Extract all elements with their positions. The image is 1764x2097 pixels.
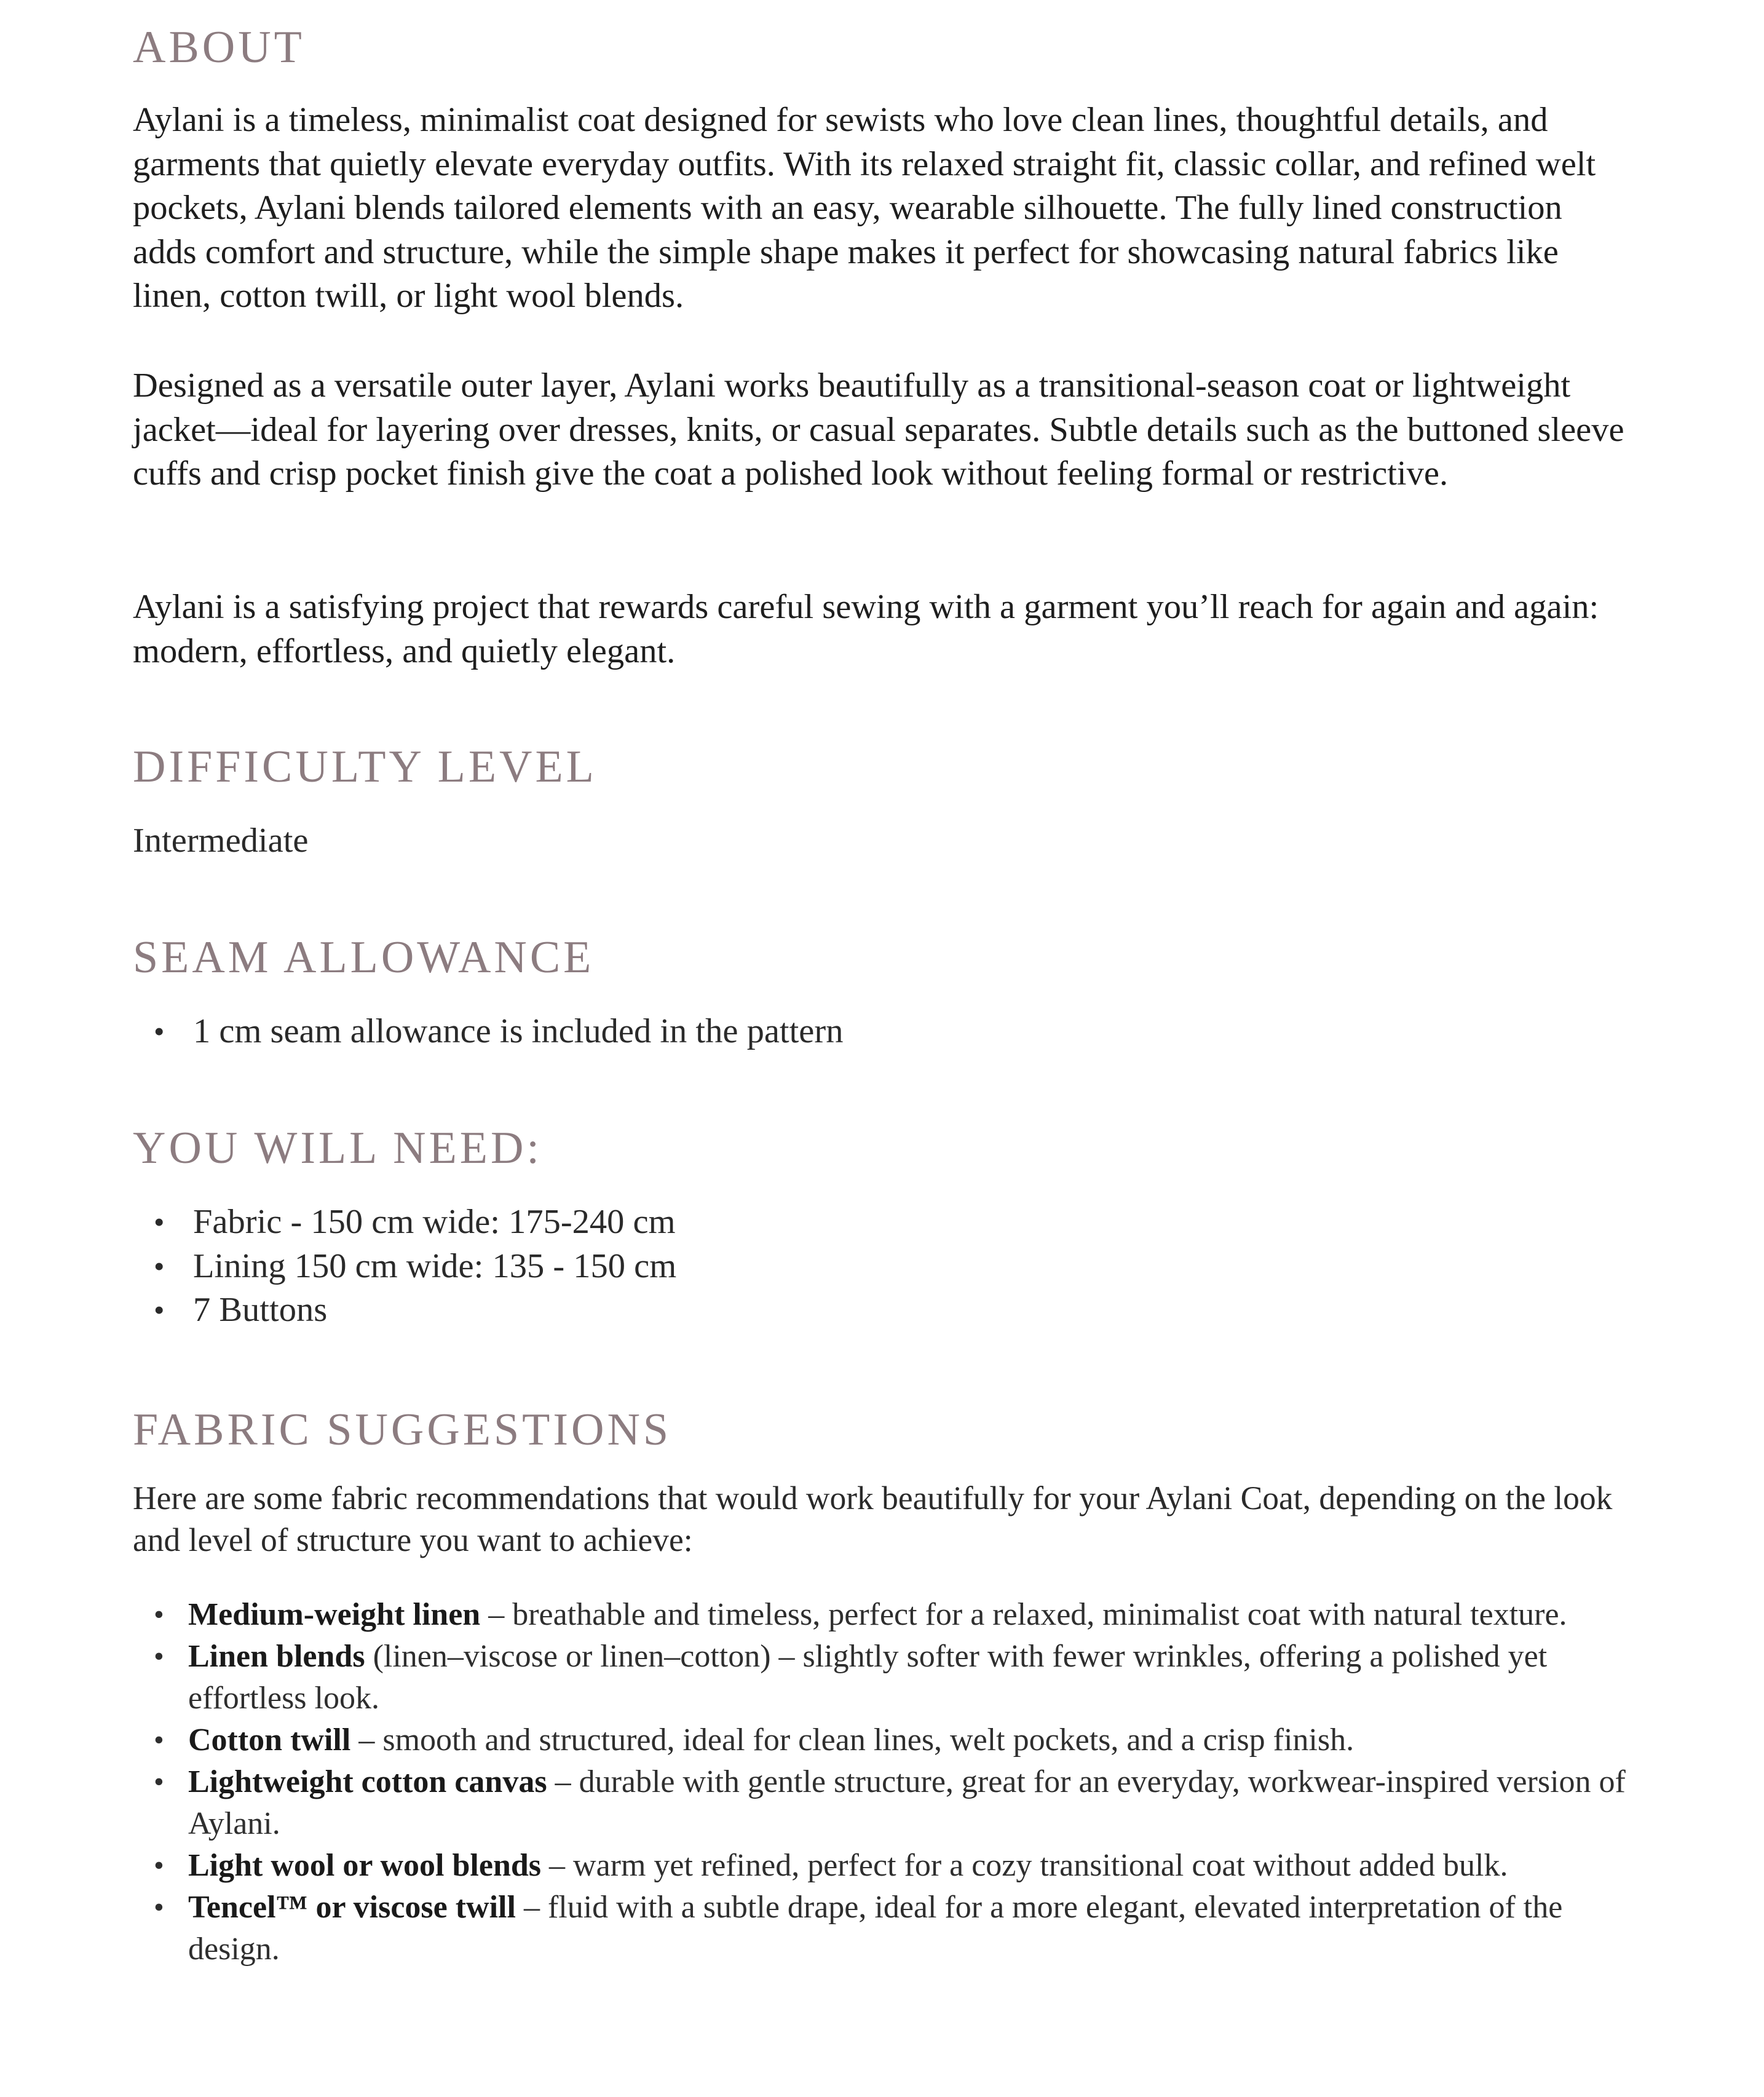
difficulty-heading: DIFFICULTY LEVEL	[133, 742, 597, 792]
about-heading: ABOUT	[133, 22, 305, 73]
list-item	[133, 1761, 1633, 1845]
list-item-text: 1 cm seam allowance is included in the pattern	[193, 1012, 844, 1050]
fabric-description: – breathable and timeless, perfect for a relaxed, minimalist coat with natural texture.	[480, 1597, 1567, 1632]
bullet-icon: •	[154, 1766, 164, 1798]
fabric-name: Tencel™ or viscose twill	[188, 1890, 516, 1925]
fabric-description: – fluid with a subtle drape, ideal for a more elegant, elevated interpretation of the design.	[188, 1890, 1563, 1967]
fabric-name: Light wool or wool blends	[188, 1848, 542, 1883]
fabric-name: Lightweight cotton canvas	[188, 1764, 547, 1799]
list-item-text: Fabric - 150 cm wide: 175-240 cm	[193, 1203, 676, 1241]
list-item	[133, 1719, 1633, 1761]
fabric-name: Linen blends	[188, 1639, 365, 1674]
list-item	[133, 1845, 1633, 1887]
seam-allowance-list	[133, 1010, 843, 1054]
bullet-icon: •	[154, 1205, 165, 1239]
bullet-icon: •	[154, 1891, 164, 1924]
list-item	[133, 1010, 843, 1054]
bullet-icon: •	[154, 1640, 164, 1673]
you-will-need-heading: YOU WILL NEED:	[133, 1123, 542, 1173]
fabric-suggestions-intro: Here are some fabric recommendations that would work beautifully for your Aylani Coat, depending on the look and level of structure you want to achieve:	[133, 1480, 1613, 1558]
fabric-name: Medium-weight linen	[188, 1597, 481, 1632]
fabric-description: (linen–viscose or linen–cotton) – slightly softer with fewer wrinkles, offering a polished yet effortless look.	[188, 1639, 1548, 1716]
seam-allowance-heading: SEAM ALLOWANCE	[133, 932, 595, 983]
list-item	[133, 1245, 676, 1289]
list-item-text: Lining 150 cm wide: 135 - 150 cm	[193, 1247, 677, 1285]
list-item	[133, 1636, 1633, 1719]
fabric-description: – warm yet refined, perfect for a cozy transitional coat without added bulk.	[541, 1848, 1508, 1883]
bullet-icon: •	[154, 1724, 164, 1756]
list-item-text: 7 Buttons	[193, 1291, 328, 1329]
bullet-icon: •	[154, 1849, 164, 1882]
bullet-icon: •	[154, 1248, 165, 1283]
about-paragraph-1: Aylani is a timeless, minimalist coat designed for sewists who love clean lines, thoughtful details, and garments that quietly elevate everyday outfits. With its relaxed straight fit, classic collar, and refined welt pockets, Aylani blends tailored elements with an easy, wearable silhouette. The fully lined construction adds comfort and structure, while the simple shape makes it perfect for showcasing natural fabrics like linen, cotton twill, or light wool blends.	[133, 101, 1596, 315]
bullet-icon: •	[154, 1014, 165, 1048]
bullet-icon: •	[154, 1598, 164, 1631]
fabric-suggestions-list	[133, 1594, 1633, 1970]
fabric-suggestions-heading: FABRIC SUGGESTIONS	[133, 1405, 672, 1455]
fabric-description: – smooth and structured, ideal for clean lines, welt pockets, and a crisp finish.	[350, 1722, 1355, 1758]
fabric-description: – durable with gentle structure, great for an everyday, workwear-inspired version of Aylani.	[188, 1764, 1626, 1841]
you-will-need-list	[133, 1200, 676, 1333]
about-paragraph-2: Designed as a versatile outer layer, Aylani works beautifully as a transitional-season coat or lightweight jacket—ideal for layering over dresses, knits, or casual separates. Subtle details such as the buttoned sleeve cuffs and crisp pocket finish give the coat a polished look without feeling formal or restrictive.	[133, 367, 1624, 493]
list-item	[133, 1887, 1633, 1970]
bullet-icon: •	[154, 1293, 165, 1327]
about-paragraph-3: Aylani is a satisfying project that rewards careful sewing with a garment you’ll reach for again and again: modern, effortless, and quietly elegant.	[133, 588, 1599, 670]
list-item	[133, 1200, 676, 1245]
list-item	[133, 1288, 676, 1333]
fabric-name: Cotton twill	[188, 1722, 351, 1758]
list-item	[133, 1594, 1633, 1636]
difficulty-value: Intermediate	[133, 822, 309, 860]
